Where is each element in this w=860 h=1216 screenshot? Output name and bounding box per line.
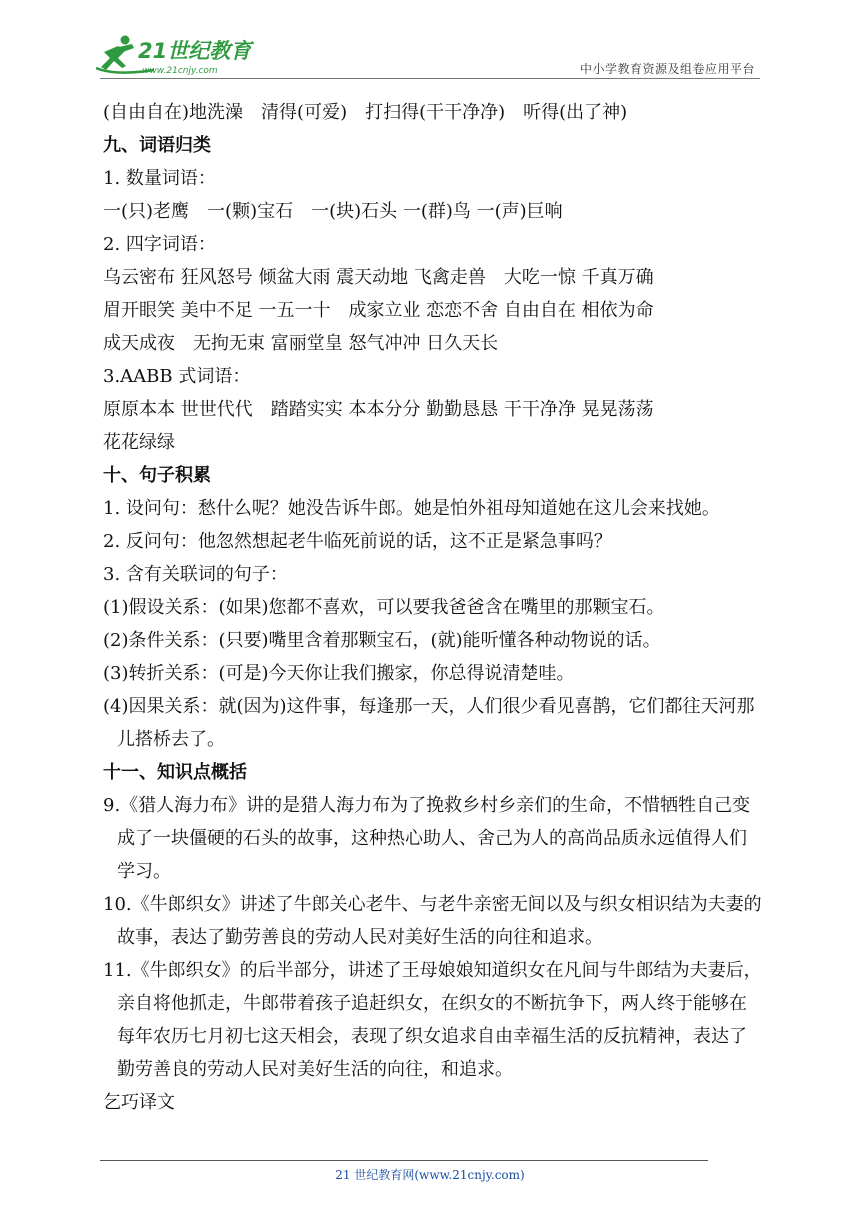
- platform-name: 中小学教育资源及组卷应用平台: [579, 62, 755, 76]
- list-item: (1)假设关系：(如果)您都不喜欢，可以要我爸爸含在嘴里的那颗宝石。: [103, 597, 665, 618]
- header-divider: [100, 78, 760, 79]
- text-line: 眉开眼笑 美中不足 一五一十 成家立业 恋恋不舍 自由自在 相依为命: [103, 300, 654, 321]
- list-item: 2. 四字词语：: [103, 234, 216, 255]
- list-item: 10.《牛郎织女》讲述了牛郎关心老牛、与老牛亲密无间以及与织女相识结为夫妻的故事，表达了勤劳善良的劳动人民对美好生活的向往和追求。: [103, 894, 762, 948]
- section-heading: 十、句子积累: [103, 465, 211, 486]
- text-line: 乞巧译文: [103, 1092, 175, 1113]
- text-line: 花花绿绿: [103, 432, 175, 453]
- footer-divider: [100, 1160, 708, 1161]
- list-item: 11.《牛郎织女》的后半部分，讲述了王母娘娘知道织女在凡间与牛郎结为夫妻后，亲自将他抓走，牛郎带着孩子追赶织女，在织女的不断抗争下，两人终于能够在每年农历七月初七这天相会，表现了织女追求自由幸福生活的反抗精神，表达了勤劳善良的劳动人民对美好生活的向往，和追求。: [103, 960, 762, 1080]
- list-item: 3.AABB 式词语：: [103, 366, 251, 387]
- text-line: 成天成夜 无拘无束 富丽堂皇 怒气冲冲 日久天长: [103, 333, 499, 354]
- text-line: 乌云密布 狂风怒号 倾盆大雨 震天动地 飞禽走兽 大吃一惊 千真万确: [103, 267, 654, 288]
- document-body: [103, 96, 763, 1119]
- text-line: 一(只)老鹰 一(颗)宝石 一(块)石头 一(群)鸟 一(声)巨响: [103, 201, 563, 222]
- runner-logo-icon: [96, 34, 266, 78]
- list-item: 1. 数量词语：: [103, 168, 216, 189]
- list-item: 3. 含有关联词的句子：: [103, 564, 288, 585]
- text-line: (自由自在)地洗澡 清得(可爱) 打扫得(干干净净) 听得(出了神): [103, 102, 628, 123]
- text-line: 原原本本 世世代代 踏踏实实 本本分分 勤勤恳恳 干干净净 晃晃荡荡: [103, 399, 654, 420]
- page-header: [0, 0, 860, 86]
- list-item: (2)条件关系：(只要)嘴里含着那颗宝石，(就)能听懂各种动物说的话。: [103, 630, 661, 651]
- logo-url: www.21cnjy.com: [142, 66, 218, 76]
- list-item: 1. 设问句：愁什么呢？她没告诉牛郎。她是怕外祖母知道她在这儿会来找她。: [103, 498, 720, 519]
- list-item: 9.《猎人海力布》讲的是猎人海力布为了挽救乡村乡亲们的生命，不惜牺牲自己变成了一块僵硬的石头的故事，这种热心助人、舍己为人的高尚品质永远值得人们学习。: [103, 795, 751, 882]
- section-heading: 九、词语归类: [103, 135, 211, 156]
- section-heading: 十一、知识点概括: [103, 762, 247, 783]
- list-item: (4)因果关系：就(因为)这件事，每逢那一天，人们很少看见喜鹊，它们都往天河那儿搭桥去了。: [103, 696, 755, 750]
- list-item: (3)转折关系：(可是)今天你让我们搬家，你总得说清楚哇。: [103, 663, 575, 684]
- site-logo[interactable]: [96, 34, 266, 78]
- logo-text: 21世纪教育: [138, 39, 252, 63]
- page-footer: 21 世纪教育网(www.21cnjy.com): [335, 1168, 525, 1182]
- list-item: 2. 反问句：他忽然想起老牛临死前说的话，这不正是紧急事吗？: [103, 531, 612, 552]
